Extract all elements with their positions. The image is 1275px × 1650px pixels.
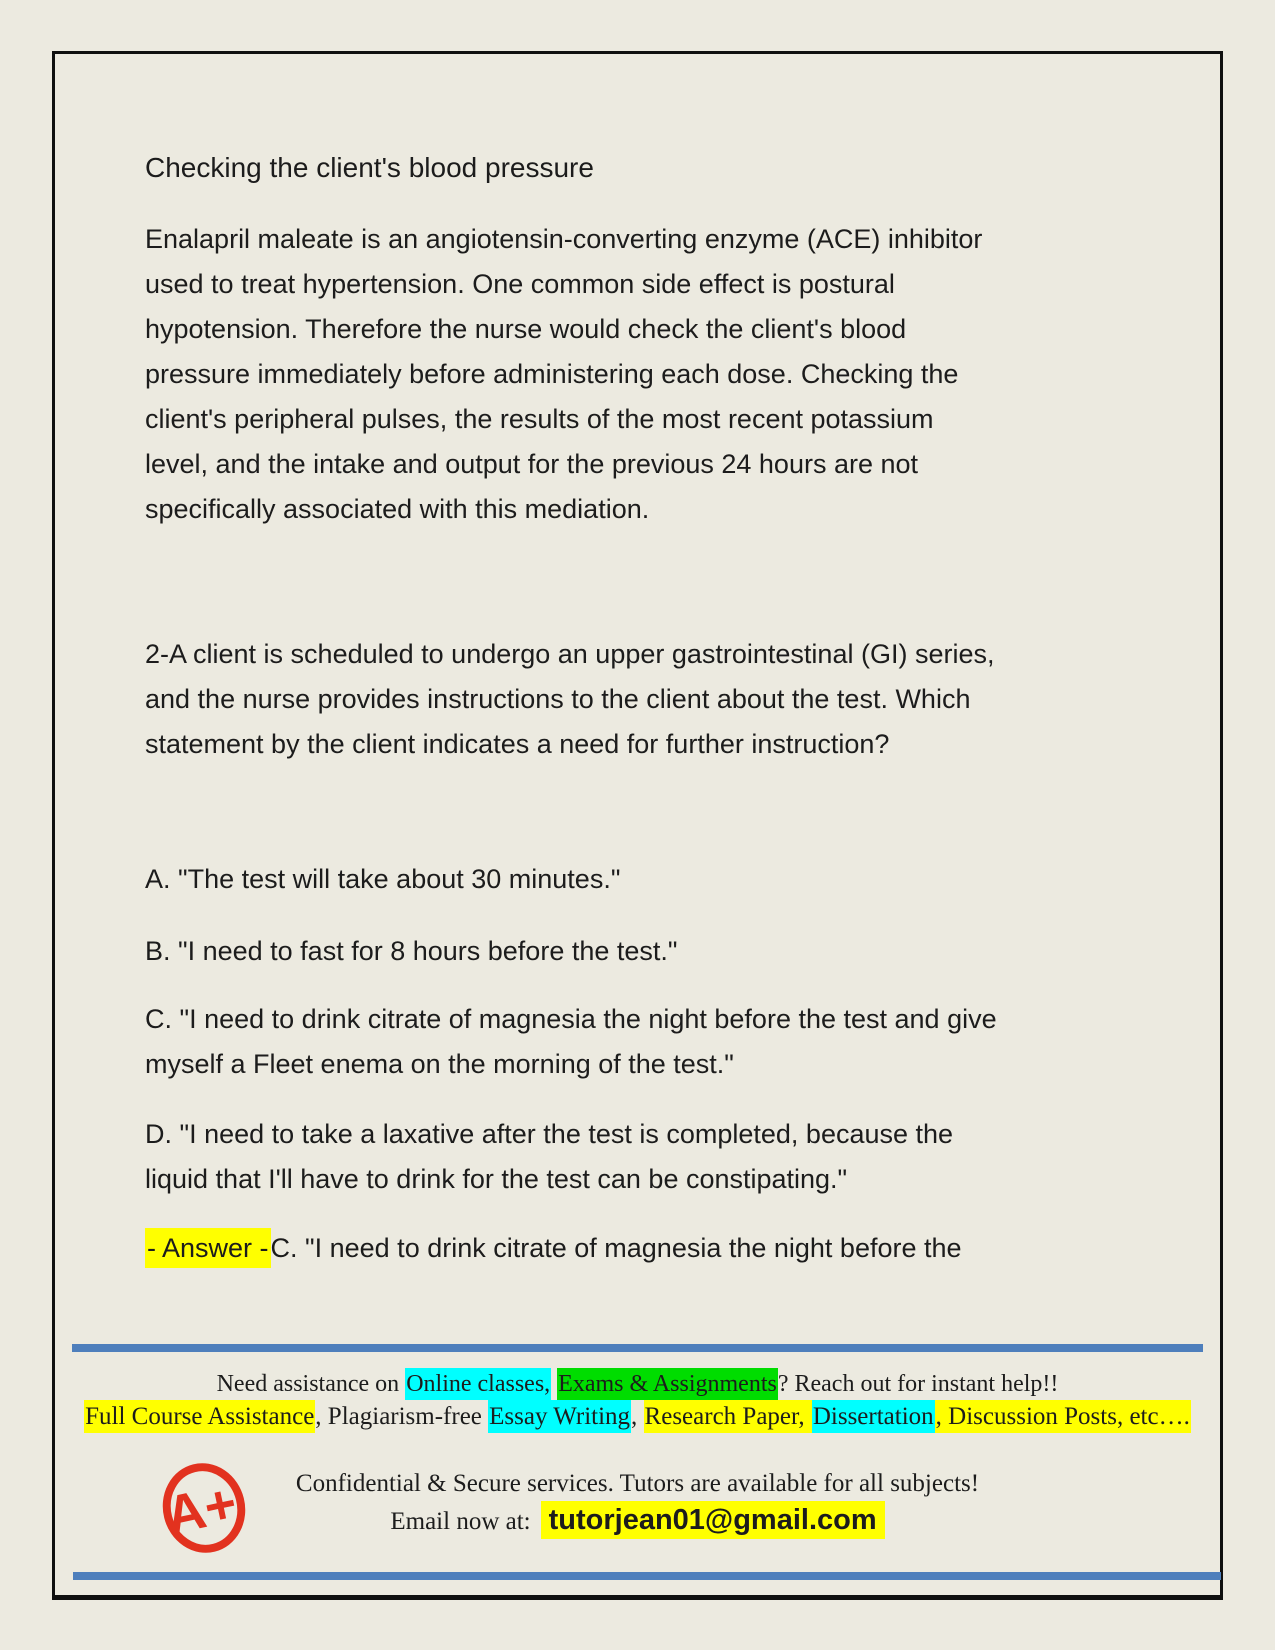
answer-label-highlight: - Answer - — [145, 1228, 271, 1268]
option-d — [145, 1112, 1165, 1202]
email-address: tutorjean01@gmail.com — [541, 1501, 885, 1539]
email-label: Email now at: — [390, 1508, 531, 1535]
option-d-line: D. "I need to take a laxative after the test is completed, because the — [145, 1119, 954, 1149]
rationale-line: client's peripheral pulses, the results of the most recent potassium — [145, 404, 934, 434]
confidential-line: Confidential & Secure services. Tutors are available for all subjects! — [295, 1470, 980, 1497]
bottom-divider-rule — [73, 1572, 1221, 1580]
answer-text: C. "I need to drink citrate of magnesia the night before the — [270, 1233, 962, 1263]
rationale-line: level, and the intake and output for the previous 24 hours are not — [145, 449, 919, 479]
option-c-line: myself a Fleet enema on the morning of the test." — [145, 1049, 734, 1079]
question-line: and the nurse provides instructions to the client about the test. Which — [145, 684, 971, 714]
online-classes-highlight: Online classes, — [405, 1368, 551, 1400]
answer-line — [145, 1226, 1165, 1271]
dissertation-highlight: Dissertation — [812, 1400, 935, 1433]
answer-heading: Checking the client's blood pressure — [145, 152, 594, 183]
research-paper-highlight: Research Paper, — [644, 1400, 812, 1433]
a-plus-logo-text: A+ — [160, 1472, 243, 1547]
essay-writing-highlight: Essay Writing — [488, 1400, 631, 1433]
option-c-line: C. "I need to drink citrate of magnesia the night before the test and give — [145, 1004, 997, 1034]
rationale-line: specifically associated with this mediation. — [145, 494, 650, 524]
rationale-paragraph — [145, 217, 1165, 532]
discussion-posts-highlight: , Discussion Posts, etc…. — [935, 1400, 1191, 1433]
full-course-highlight: Full Course Assistance — [84, 1400, 315, 1433]
question-paragraph — [145, 632, 1165, 767]
option-b: B. "I need to fast for 8 hours before the test." — [145, 936, 678, 966]
rationale-line: pressure immediately before administering each dose. Checking the — [145, 359, 959, 389]
promo2-separator: , Plagiarism-free — [315, 1403, 489, 1430]
option-d-line: liquid that I'll have to drink for the test can be constipating." — [145, 1164, 848, 1194]
question-line: 2-A client is scheduled to undergo an upper gastrointestinal (GI) series, — [145, 639, 995, 669]
promo1-suffix: ? Reach out for instant help!! — [777, 1371, 1059, 1397]
question-line: statement by the client indicates a need for further instruction? — [145, 729, 890, 759]
exams-assignments-highlight: Exams & Assignments — [557, 1368, 778, 1400]
email-line — [0, 1502, 1275, 1540]
promo-line-1 — [0, 1369, 1275, 1400]
option-c — [145, 997, 1165, 1087]
promo2-separator-2: , — [631, 1403, 644, 1430]
promo1-prefix: Need assistance on — [216, 1371, 406, 1397]
rationale-line: hypotension. Therefore the nurse would check the client's blood — [145, 314, 907, 344]
promo-line-2 — [0, 1401, 1275, 1433]
option-a: A. "The test will take about 30 minutes." — [145, 864, 621, 894]
top-divider-rule — [72, 1344, 1203, 1352]
rationale-line: Enalapril maleate is an angiotensin-converting enzyme (ACE) inhibitor — [145, 224, 983, 254]
rationale-line: used to treat hypertension. One common side effect is postural — [145, 269, 895, 299]
